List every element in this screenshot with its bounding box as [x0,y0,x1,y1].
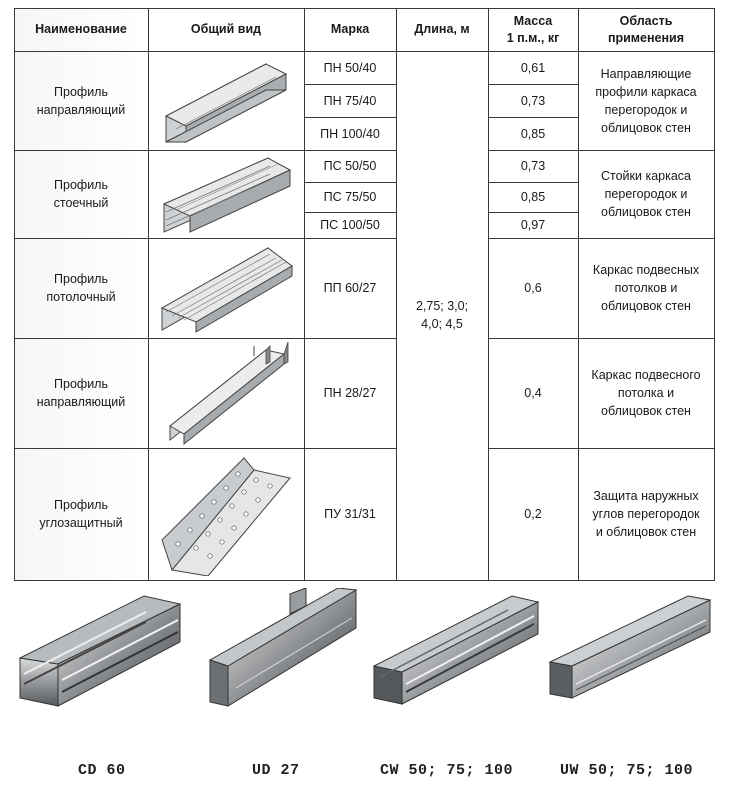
mass-cell: 0,2 [524,507,542,521]
mass-cell: 0,73 [520,159,546,173]
header-length: Длина, м [414,22,470,36]
mark-cell: ПН 28/27 [323,386,377,400]
profile-name: Профиль направляющий [36,377,126,409]
photo-caption-cd: CD 60 [78,762,126,779]
mass-cell: 0,85 [520,190,546,204]
profile-name: Профиль углозащитный [39,498,123,530]
mark-cell: ПП 60/27 [323,281,377,295]
mark-cell: ПС 75/50 [323,190,377,204]
length-value: 2,75; 3,0; 4,0; 4,5 [415,299,469,331]
column-divider [148,8,149,581]
header-area: Область применения [607,13,685,45]
table-border-right [714,8,715,581]
header-mass: Масса 1 п.м., кг [506,13,560,45]
mass-cell: 0,6 [524,281,542,295]
mass-cell: 0,4 [524,386,542,400]
profile-name: Профиль стоечный [53,178,109,210]
header-name: Наименование [35,22,127,36]
mass-cell: 0,73 [520,93,546,108]
photo-caption-ud: UD 27 [252,762,300,779]
uw-profile-photo-icon [548,588,714,713]
mark-cell: ПС 50/50 [323,159,377,173]
mark-cell: ПН 75/40 [323,93,377,108]
application-cell: Каркас подвесных потолков и облицовок стен [592,263,700,313]
photo-caption-cw: CW 50; 75; 100 [380,762,514,779]
mark-cell: ПС 100/50 [320,218,380,232]
guide-profile-pn-small-icon [156,340,298,446]
profile-name: Профиль потолочный [46,272,116,304]
mark-cell: ПН 50/40 [323,60,377,75]
rack-profile-ps-icon [156,154,298,236]
mass-cell: 0,61 [520,60,546,75]
table-border-bottom [14,580,714,581]
photo-caption-uw: UW 50; 75; 100 [560,762,694,779]
application-cell: Направляющие профили каркаса перегородок и облицовок стен [595,66,697,135]
mark-cell: ПН 100/40 [320,126,380,141]
mass-cell: 0,85 [520,126,546,141]
cd-profile-photo-icon [18,588,188,713]
guide-profile-pn-icon [156,56,298,146]
cw-profile-photo-icon [372,588,542,713]
ceiling-profile-pp-icon [156,242,298,334]
ud-profile-photo-icon [206,588,366,713]
corner-profile-pu-icon [156,452,298,576]
application-cell: Каркас подвесного потолка и облицовок стен [591,368,701,418]
profile-name: Профиль направляющий [36,84,126,117]
header-view: Общий вид [190,22,262,36]
header-mark: Марка [330,22,370,36]
mark-cell: ПУ 31/31 [324,507,376,521]
application-cell: Защита наружных углов перегородок и облицовок стен [592,489,700,539]
mass-cell: 0,97 [520,218,546,232]
application-cell: Стойки каркаса перегородок и облицовок стен [600,169,691,219]
